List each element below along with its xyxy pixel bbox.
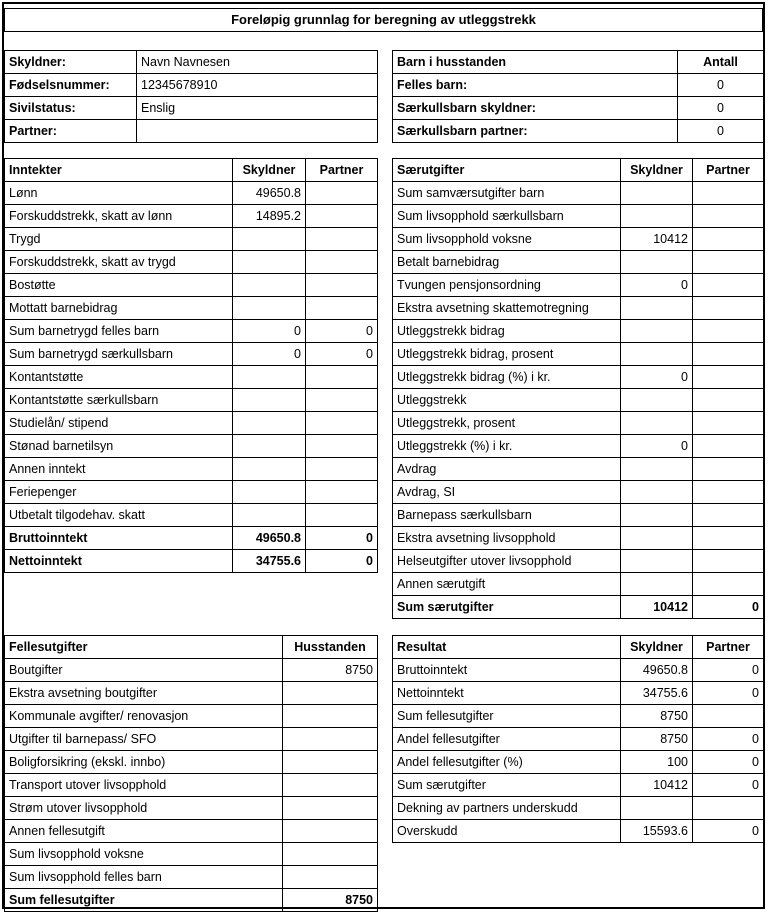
result-row xyxy=(393,705,764,728)
special-row xyxy=(393,481,764,504)
income-debtor-value: 49650.8 xyxy=(233,527,306,550)
income-row xyxy=(5,412,378,435)
children-row xyxy=(393,97,764,120)
special-row xyxy=(393,182,764,205)
shared-household-value xyxy=(283,682,378,705)
special-debtor-value xyxy=(621,527,693,550)
special-row xyxy=(393,297,764,320)
result-debtor-value: 34755.6 xyxy=(621,682,693,705)
shared-household-value xyxy=(283,774,378,797)
income-label: Studielån/ stipend xyxy=(5,412,233,435)
special-debtor-value xyxy=(621,320,693,343)
result-debtor-value: 8750 xyxy=(621,728,693,751)
income-debtor-value xyxy=(233,458,306,481)
special-col-partner: Partner xyxy=(693,159,764,182)
special-label: Avdrag, SI xyxy=(393,481,621,504)
shared-row xyxy=(5,705,378,728)
special-label: Avdrag xyxy=(393,458,621,481)
shared-row xyxy=(5,728,378,751)
shared-label: Transport utover livsopphold xyxy=(5,774,283,797)
income-label: Lønn xyxy=(5,182,233,205)
special-partner-value xyxy=(693,297,764,320)
income-col-partner: Partner xyxy=(306,159,378,182)
income-debtor-value: 0 xyxy=(233,343,306,366)
special-row xyxy=(393,412,764,435)
children-header: Barn i husstanden xyxy=(393,51,678,74)
special-debtor-value xyxy=(621,297,693,320)
shared-row xyxy=(5,682,378,705)
income-debtor-value: 0 xyxy=(233,320,306,343)
special-row xyxy=(393,366,764,389)
income-partner-value: 0 xyxy=(306,527,378,550)
income-debtor-value xyxy=(233,504,306,527)
special-debtor-value xyxy=(621,504,693,527)
person-row xyxy=(5,97,378,120)
income-partner-value xyxy=(306,435,378,458)
result-debtor-value: 10412 xyxy=(621,774,693,797)
income-label: Mottatt barnebidrag xyxy=(5,297,233,320)
field-value: Enslig xyxy=(137,97,378,120)
special-partner-value xyxy=(693,320,764,343)
special-label: Sum særutgifter xyxy=(393,596,621,619)
shared-household-value xyxy=(283,843,378,866)
income-debtor-value: 34755.6 xyxy=(233,550,306,573)
result-partner-value xyxy=(693,797,764,820)
special-label: Utleggstrekk, prosent xyxy=(393,412,621,435)
income-debtor-value xyxy=(233,366,306,389)
shared-label: Annen fellesutgift xyxy=(5,820,283,843)
income-table xyxy=(4,158,378,573)
special-col-debtor: Skyldner xyxy=(621,159,693,182)
income-partner-value xyxy=(306,366,378,389)
children-count: 0 xyxy=(678,74,764,97)
field-label: Partner: xyxy=(5,120,137,143)
special-row xyxy=(393,458,764,481)
special-debtor-value: 0 xyxy=(621,274,693,297)
special-partner-value xyxy=(693,228,764,251)
special-row xyxy=(393,550,764,573)
children-table xyxy=(392,50,764,143)
income-row xyxy=(5,366,378,389)
result-partner-value: 0 xyxy=(693,682,764,705)
special-row xyxy=(393,228,764,251)
shared-household-value xyxy=(283,797,378,820)
result-partner-value: 0 xyxy=(693,728,764,751)
special-debtor-value: 10412 xyxy=(621,596,693,619)
special-row xyxy=(393,320,764,343)
income-partner-value xyxy=(306,182,378,205)
special-label: Betalt barnebidrag xyxy=(393,251,621,274)
result-header: Resultat xyxy=(393,636,621,659)
shared-label: Sum livsopphold felles barn xyxy=(5,866,283,889)
field-value: 12345678910 xyxy=(137,74,378,97)
shared-row xyxy=(5,843,378,866)
result-label: Overskudd xyxy=(393,820,621,843)
special-partner-value xyxy=(693,251,764,274)
result-label: Dekning av partners underskudd xyxy=(393,797,621,820)
shared-expenses-table xyxy=(4,635,378,912)
person-row xyxy=(5,74,378,97)
income-partner-value xyxy=(306,504,378,527)
special-label: Ekstra avsetning skattemotregning xyxy=(393,297,621,320)
shared-label: Sum livsopphold voksne xyxy=(5,843,283,866)
result-label: Nettoinntekt xyxy=(393,682,621,705)
result-row xyxy=(393,751,764,774)
shared-household-value xyxy=(283,705,378,728)
income-partner-value xyxy=(306,251,378,274)
income-debtor-value xyxy=(233,228,306,251)
income-row xyxy=(5,550,378,573)
shared-household-value xyxy=(283,866,378,889)
income-partner-value xyxy=(306,274,378,297)
shared-col-household: Husstanden xyxy=(283,636,378,659)
result-debtor-value: 15593.6 xyxy=(621,820,693,843)
special-partner-value xyxy=(693,182,764,205)
field-label: Fødselsnummer: xyxy=(5,74,137,97)
income-label: Forskuddstrekk, skatt av trygd xyxy=(5,251,233,274)
special-row xyxy=(393,527,764,550)
result-label: Bruttoinntekt xyxy=(393,659,621,682)
income-row xyxy=(5,458,378,481)
result-debtor-value: 100 xyxy=(621,751,693,774)
special-debtor-value xyxy=(621,412,693,435)
children-count-header: Antall xyxy=(678,51,764,74)
result-label: Sum fellesutgifter xyxy=(393,705,621,728)
special-label: Utleggstrekk bidrag, prosent xyxy=(393,343,621,366)
special-debtor-value xyxy=(621,550,693,573)
income-partner-value xyxy=(306,389,378,412)
result-col-debtor: Skyldner xyxy=(621,636,693,659)
special-label: Sum livsopphold særkullsbarn xyxy=(393,205,621,228)
children-label: Særkullsbarn skyldner: xyxy=(393,97,678,120)
special-debtor-value: 10412 xyxy=(621,228,693,251)
income-debtor-value xyxy=(233,481,306,504)
special-partner-value xyxy=(693,205,764,228)
field-value: Navn Navnesen xyxy=(137,51,378,74)
special-debtor-value: 0 xyxy=(621,435,693,458)
children-row xyxy=(393,74,764,97)
income-debtor-value xyxy=(233,389,306,412)
person-row xyxy=(5,120,378,143)
special-partner-value xyxy=(693,412,764,435)
income-debtor-value xyxy=(233,251,306,274)
income-debtor-value xyxy=(233,412,306,435)
special-partner-value xyxy=(693,481,764,504)
income-partner-value: 0 xyxy=(306,320,378,343)
income-row xyxy=(5,228,378,251)
field-label: Sivilstatus: xyxy=(5,97,137,120)
result-label: Sum særutgifter xyxy=(393,774,621,797)
shared-row xyxy=(5,659,378,682)
income-label: Kontantstøtte xyxy=(5,366,233,389)
result-debtor-value: 8750 xyxy=(621,705,693,728)
income-label: Bruttoinntekt xyxy=(5,527,233,550)
result-col-partner: Partner xyxy=(693,636,764,659)
result-partner-value: 0 xyxy=(693,751,764,774)
special-debtor-value xyxy=(621,573,693,596)
result-partner-value: 0 xyxy=(693,659,764,682)
shared-label: Sum fellesutgifter xyxy=(5,889,283,912)
income-row xyxy=(5,182,378,205)
income-row xyxy=(5,435,378,458)
result-row xyxy=(393,659,764,682)
income-label: Utbetalt tilgodehav. skatt xyxy=(5,504,233,527)
children-label: Felles barn: xyxy=(393,74,678,97)
result-partner-value: 0 xyxy=(693,820,764,843)
shared-household-value xyxy=(283,728,378,751)
special-debtor-value: 0 xyxy=(621,366,693,389)
shared-label: Ekstra avsetning boutgifter xyxy=(5,682,283,705)
income-label: Kontantstøtte særkullsbarn xyxy=(5,389,233,412)
shared-household-value: 8750 xyxy=(283,889,378,912)
special-partner-value xyxy=(693,458,764,481)
shared-row xyxy=(5,820,378,843)
income-partner-value: 0 xyxy=(306,343,378,366)
special-partner-value xyxy=(693,527,764,550)
special-row xyxy=(393,389,764,412)
income-row xyxy=(5,297,378,320)
children-label: Særkullsbarn partner: xyxy=(393,120,678,143)
result-row xyxy=(393,797,764,820)
income-label: Trygd xyxy=(5,228,233,251)
shared-household-value xyxy=(283,820,378,843)
special-partner-value xyxy=(693,573,764,596)
shared-row xyxy=(5,797,378,820)
special-partner-value xyxy=(693,504,764,527)
shared-household-value xyxy=(283,751,378,774)
result-row xyxy=(393,774,764,797)
shared-row xyxy=(5,751,378,774)
income-row xyxy=(5,504,378,527)
shared-row xyxy=(5,774,378,797)
special-partner-value xyxy=(693,435,764,458)
income-partner-value xyxy=(306,297,378,320)
income-label: Sum barnetrygd særkullsbarn xyxy=(5,343,233,366)
field-label: Skyldner: xyxy=(5,51,137,74)
shared-label: Strøm utover livsopphold xyxy=(5,797,283,820)
special-partner-value xyxy=(693,366,764,389)
income-debtor-value: 49650.8 xyxy=(233,182,306,205)
special-partner-value xyxy=(693,274,764,297)
result-partner-value: 0 xyxy=(693,774,764,797)
special-row xyxy=(393,274,764,297)
result-label: Andel fellesutgifter (%) xyxy=(393,751,621,774)
children-count: 0 xyxy=(678,97,764,120)
income-label: Nettoinntekt xyxy=(5,550,233,573)
income-label: Stønad barnetilsyn xyxy=(5,435,233,458)
special-partner-value xyxy=(693,389,764,412)
result-table xyxy=(392,635,764,843)
income-partner-value xyxy=(306,205,378,228)
special-label: Utleggstrekk bidrag (%) i kr. xyxy=(393,366,621,389)
shared-label: Utgifter til barnepass/ SFO xyxy=(5,728,283,751)
income-partner-value xyxy=(306,412,378,435)
special-label: Sum samværsutgifter barn xyxy=(393,182,621,205)
special-label: Tvungen pensjonsordning xyxy=(393,274,621,297)
shared-row xyxy=(5,866,378,889)
special-row xyxy=(393,573,764,596)
special-label: Barnepass særkullsbarn xyxy=(393,504,621,527)
special-label: Utleggstrekk xyxy=(393,389,621,412)
special-debtor-value xyxy=(621,389,693,412)
special-label: Ekstra avsetning livsopphold xyxy=(393,527,621,550)
income-partner-value xyxy=(306,458,378,481)
result-row xyxy=(393,682,764,705)
income-row xyxy=(5,320,378,343)
special-label: Annen særutgift xyxy=(393,573,621,596)
special-row xyxy=(393,596,764,619)
income-partner-value: 0 xyxy=(306,550,378,573)
income-header: Inntekter xyxy=(5,159,233,182)
result-row xyxy=(393,728,764,751)
special-row xyxy=(393,251,764,274)
special-debtor-value xyxy=(621,458,693,481)
field-value xyxy=(137,120,378,143)
special-label: Sum livsopphold voksne xyxy=(393,228,621,251)
special-debtor-value xyxy=(621,481,693,504)
special-row xyxy=(393,435,764,458)
result-partner-value xyxy=(693,705,764,728)
result-debtor-value xyxy=(621,797,693,820)
special-partner-value: 0 xyxy=(693,596,764,619)
children-row xyxy=(393,120,764,143)
person-table xyxy=(4,50,378,143)
special-partner-value xyxy=(693,550,764,573)
special-label: Helseutgifter utover livsopphold xyxy=(393,550,621,573)
shared-expenses-header: Fellesutgifter xyxy=(5,636,283,659)
special-row xyxy=(393,205,764,228)
income-partner-value xyxy=(306,481,378,504)
income-row xyxy=(5,343,378,366)
income-debtor-value xyxy=(233,274,306,297)
income-label: Bostøtte xyxy=(5,274,233,297)
page-title: Foreløpig grunnlag for beregning av utleggstrekk xyxy=(4,8,763,32)
special-label: Utleggstrekk bidrag xyxy=(393,320,621,343)
income-row xyxy=(5,527,378,550)
shared-row xyxy=(5,889,378,912)
income-label: Annen inntekt xyxy=(5,458,233,481)
special-debtor-value xyxy=(621,251,693,274)
result-row xyxy=(393,820,764,843)
shared-household-value: 8750 xyxy=(283,659,378,682)
income-debtor-value xyxy=(233,297,306,320)
result-debtor-value: 49650.8 xyxy=(621,659,693,682)
special-expenses-header: Særutgifter xyxy=(393,159,621,182)
person-row xyxy=(5,51,378,74)
income-label: Sum barnetrygd felles barn xyxy=(5,320,233,343)
income-row xyxy=(5,389,378,412)
shared-label: Kommunale avgifter/ renovasjon xyxy=(5,705,283,728)
income-debtor-value: 14895.2 xyxy=(233,205,306,228)
income-col-debtor: Skyldner xyxy=(233,159,306,182)
income-row xyxy=(5,274,378,297)
special-debtor-value xyxy=(621,182,693,205)
income-row xyxy=(5,481,378,504)
income-row xyxy=(5,251,378,274)
special-expenses-table xyxy=(392,158,764,619)
special-label: Utleggstrekk (%) i kr. xyxy=(393,435,621,458)
result-label: Andel fellesutgifter xyxy=(393,728,621,751)
income-debtor-value xyxy=(233,435,306,458)
income-row xyxy=(5,205,378,228)
special-partner-value xyxy=(693,343,764,366)
income-partner-value xyxy=(306,228,378,251)
special-row xyxy=(393,343,764,366)
income-label: Forskuddstrekk, skatt av lønn xyxy=(5,205,233,228)
children-count: 0 xyxy=(678,120,764,143)
shared-label: Boligforsikring (ekskl. innbo) xyxy=(5,751,283,774)
special-debtor-value xyxy=(621,205,693,228)
income-label: Feriepenger xyxy=(5,481,233,504)
shared-label: Boutgifter xyxy=(5,659,283,682)
special-row xyxy=(393,504,764,527)
special-debtor-value xyxy=(621,343,693,366)
